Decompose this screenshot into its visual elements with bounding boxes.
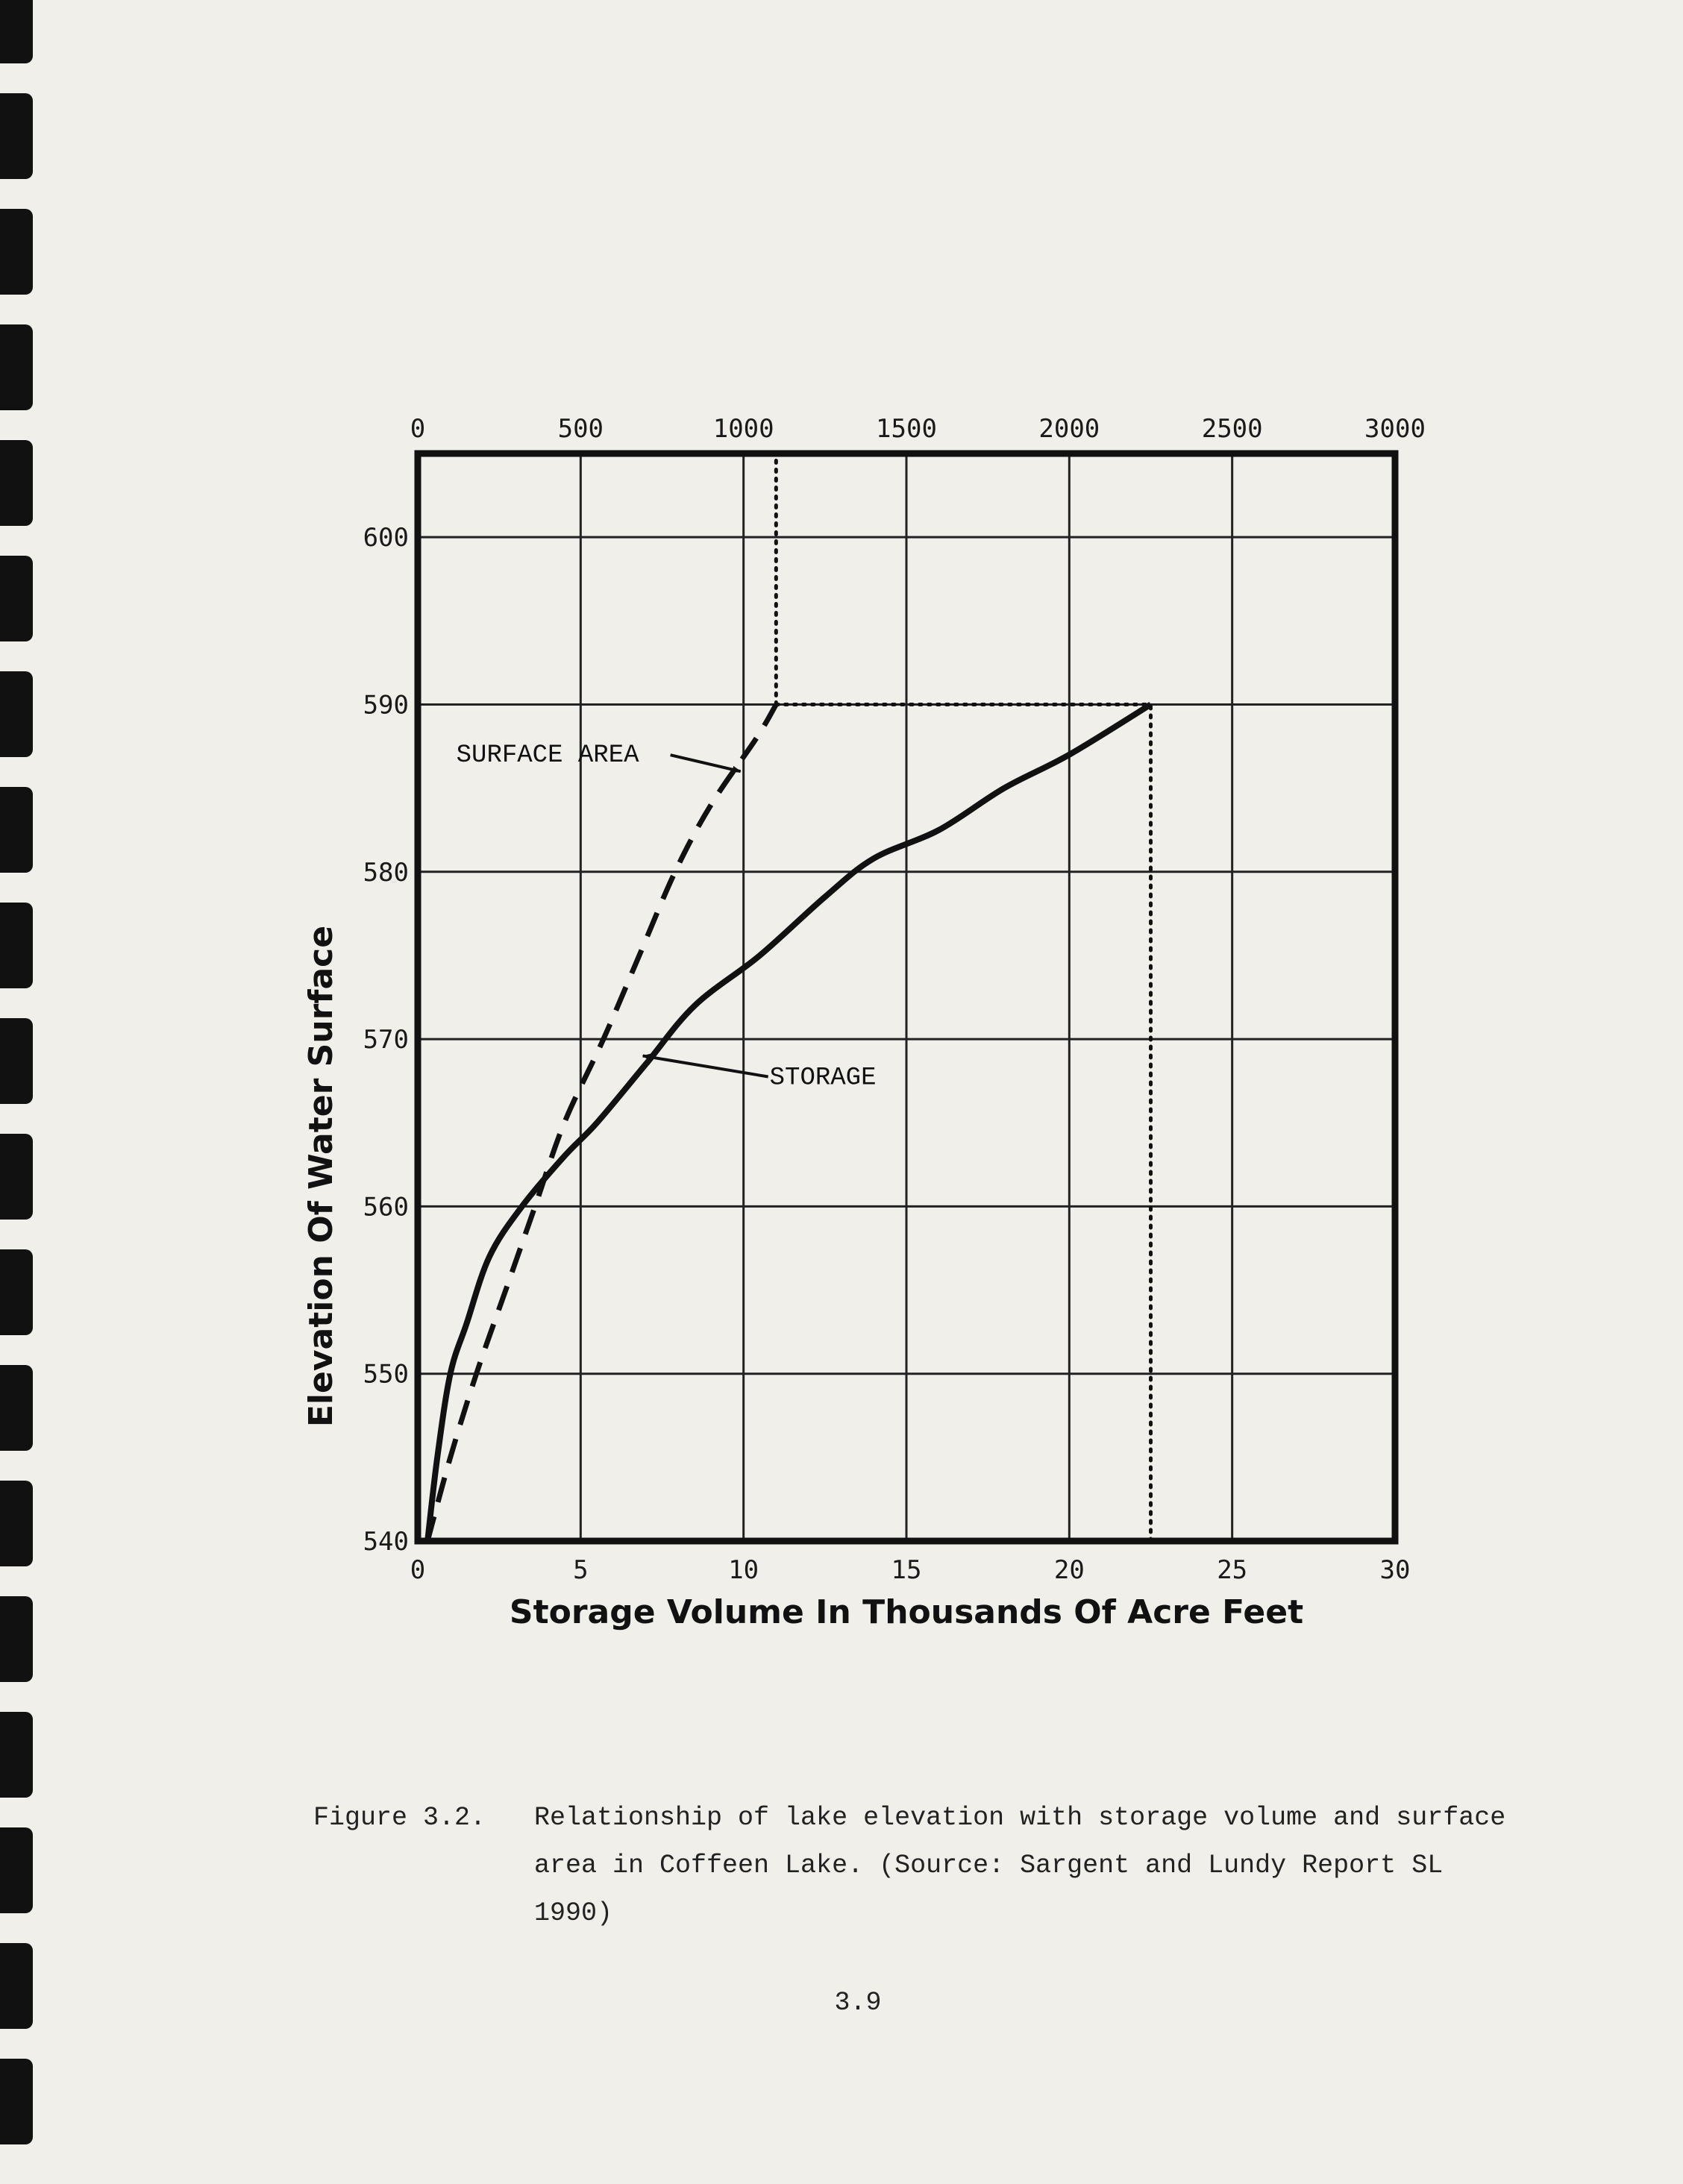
x-top-tick-label: 0 [410, 414, 426, 444]
caption-text: Relationship of lake elevation with storage volume and surface area in Coffeen Lake. (Source: Sargent and Lundy Report SL 1990) [534, 1803, 1506, 1928]
annotation-label: STORAGE [769, 1064, 877, 1093]
x-bottom-tick-label: 20 [1053, 1555, 1085, 1585]
series-line-storage [427, 704, 1150, 1541]
x-top-tick-label: 1000 [712, 414, 774, 444]
x-top-tick-label: 2000 [1038, 414, 1100, 444]
x-bottom-tick-label: 10 [728, 1555, 759, 1585]
x-bottom-tick-label: 5 [573, 1555, 589, 1585]
y-axis-title: Elevation Of Water Surface [302, 925, 340, 1428]
x-top-tick-label: 1500 [876, 414, 937, 444]
reference-lines [776, 454, 1150, 1541]
annotation-label: SURFACE AREA [456, 741, 639, 771]
x-bottom-tick-label: 25 [1217, 1555, 1248, 1585]
annotation-arrow [643, 1056, 768, 1077]
page-number: 3.9 [834, 1988, 882, 2018]
series-line-surface-area [427, 704, 776, 1541]
grid-lines [418, 454, 1395, 1541]
x-top-tick-label: 2500 [1201, 414, 1263, 444]
x-bottom-tick-label: 15 [891, 1555, 922, 1585]
series-lines [427, 704, 1150, 1541]
y-tick-label: 560 [363, 1192, 409, 1223]
x-bottom-tick-label: 0 [410, 1555, 426, 1585]
x-bottom-tick-label: 30 [1379, 1555, 1411, 1585]
x-axis-title: Storage Volume In Thousands Of Acre Feet [509, 1593, 1304, 1631]
caption-label: Figure 3.2. [313, 1803, 486, 1833]
y-tick-label: 540 [363, 1527, 409, 1557]
annotation-arrow [671, 755, 741, 771]
y-tick-label: 570 [363, 1025, 409, 1055]
y-tick-label: 590 [363, 690, 409, 721]
x-top-tick-label: 500 [557, 414, 604, 444]
y-tick-label: 580 [363, 857, 409, 888]
x-top-tick-label: 3000 [1364, 414, 1426, 444]
tick-labels [363, 414, 1426, 1585]
y-tick-label: 550 [363, 1359, 409, 1390]
y-tick-label: 600 [363, 523, 409, 553]
